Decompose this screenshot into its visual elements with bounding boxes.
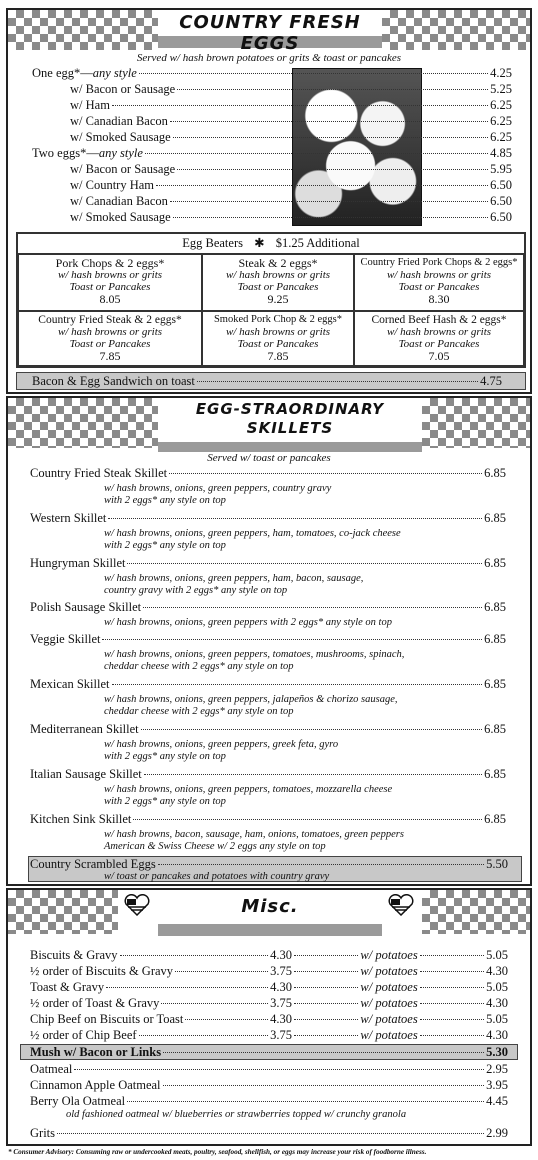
- title-underline-bar: [158, 924, 382, 936]
- misc-item: [30, 964, 292, 979]
- desc-line: American & Swiss Cheese w/ 2 eggs any style on top: [104, 841, 326, 852]
- desc-line: with 2 eggs* any style on top: [104, 796, 226, 807]
- combo-item: [18, 254, 202, 311]
- combo-side: Toast or Pancakes: [237, 281, 319, 293]
- combo-name: Steak & 2 eggs*: [238, 256, 318, 270]
- item-price: 4.30: [270, 1012, 292, 1026]
- flag-heart-icon: [388, 894, 414, 916]
- flag-heart-icon: [124, 894, 150, 916]
- combo-box: [16, 232, 526, 368]
- combo-side: w/ hash browns or grits: [225, 269, 331, 281]
- item-price: 4.85: [490, 146, 512, 160]
- checker-pattern-right: [382, 10, 532, 50]
- skillet-item: [30, 511, 506, 526]
- item-name: Western Skillet: [30, 511, 107, 525]
- desc-line: with 2 eggs* any style on top: [104, 495, 226, 506]
- misc-item-potatoes: [292, 996, 508, 1011]
- skillet-item: [30, 600, 506, 615]
- item-name: Italian Sausage Skillet: [30, 767, 142, 781]
- misc-item: [30, 1094, 508, 1109]
- skillet-item: [30, 812, 506, 827]
- skillet-item: [30, 556, 506, 571]
- item-name: Veggie Skillet: [30, 632, 101, 646]
- item-price: 4.30: [486, 964, 509, 978]
- combo-item: [354, 254, 524, 311]
- combo-name: Smoked Pork Chop & 2 eggs*: [213, 314, 343, 325]
- title-line-2: SKILLETS: [246, 419, 334, 437]
- skillet-desc: [104, 528, 401, 552]
- egg-beaters-note: $1.25 Additional: [275, 236, 360, 250]
- combo-name: Pork Chops & 2 eggs*: [55, 256, 165, 270]
- item-price: 4.30: [270, 948, 292, 962]
- item-name: Toast & Gravy: [30, 980, 105, 994]
- item-name: Two eggs*—: [32, 146, 99, 160]
- item-price: 5.05: [486, 980, 509, 994]
- desc-line: w/ hash browns, onions, green peppers, ham, bacon, sausage,: [104, 573, 364, 584]
- country-fresh-eggs-section: [6, 8, 532, 394]
- skillet-desc: [104, 573, 363, 597]
- combo-side: Toast or Pancakes: [69, 281, 151, 293]
- item-price: 6.85: [484, 466, 506, 480]
- section-title: COUNTRY FRESH EGGS: [179, 12, 361, 54]
- item-name: ½ order of Toast & Gravy: [30, 996, 160, 1010]
- skillet-desc: [104, 829, 404, 853]
- with-potatoes: w/ potatoes: [360, 996, 418, 1010]
- with-potatoes: w/ potatoes: [360, 980, 418, 994]
- item-price: 5.50: [486, 857, 508, 871]
- misc-item: [30, 1078, 508, 1093]
- combo-side: Toast or Pancakes: [237, 338, 319, 350]
- berry-ola-desc: old fashioned oatmeal w/ blueberries or strawberries topped w/ crunchy granola: [66, 1109, 407, 1120]
- item-name: Mediterranean Skillet: [30, 722, 139, 736]
- combo-item: [202, 254, 354, 311]
- item-price: 5.95: [490, 162, 512, 176]
- item-name: w/ Smoked Sausage: [70, 130, 171, 144]
- desc-line: w/ hash browns, onions, green peppers, tomatoes, mushrooms, spinach,: [104, 649, 405, 660]
- skillet-item: [30, 767, 506, 782]
- item-price: 4.45: [486, 1094, 508, 1108]
- item-name: Oatmeal: [30, 1062, 73, 1076]
- skillet-desc: [104, 694, 398, 718]
- item-name: Hungryman Skillet: [30, 556, 126, 570]
- combo-side: w/ hash browns or grits: [225, 326, 331, 338]
- checker-pattern-right: [422, 890, 532, 934]
- desc-line: w/ hash browns, onions, green peppers with 2 eggs* any style on top: [104, 617, 392, 628]
- item-price: 2.95: [486, 1062, 508, 1076]
- item-price: 6.85: [484, 722, 506, 736]
- desc-line: country gravy with 2 eggs* any style on top: [104, 585, 288, 596]
- item-price: 5.25: [490, 82, 512, 96]
- menu-item: [70, 114, 512, 129]
- item-price: 6.50: [490, 178, 512, 192]
- with-potatoes: w/ potatoes: [360, 948, 418, 962]
- item-name: Biscuits & Gravy: [30, 948, 118, 962]
- combo-side: w/ hash browns or grits: [386, 326, 492, 338]
- section-title: Misc.: [241, 896, 299, 917]
- menu-item: [32, 146, 512, 161]
- skillet-item: [30, 466, 506, 481]
- item-name: Mexican Skillet: [30, 677, 110, 691]
- desc-line: w/ hash browns, onions, green peppers, country gravy: [104, 483, 332, 494]
- item-price: 4.30: [270, 980, 292, 994]
- item-name: Cinnamon Apple Oatmeal: [30, 1078, 161, 1092]
- item-name: w/ Canadian Bacon: [70, 194, 168, 208]
- misc-item: [30, 980, 292, 995]
- combo-name: Corned Beef Hash & 2 eggs*: [371, 314, 507, 326]
- item-price: 6.25: [490, 98, 512, 112]
- combo-price: 7.85: [267, 349, 289, 363]
- combo-item: [18, 311, 202, 366]
- item-name: Kitchen Sink Skillet: [30, 812, 132, 826]
- item-style: any style: [98, 146, 143, 160]
- item-name: Chip Beef on Biscuits or Toast: [30, 1012, 184, 1026]
- mush-item: [30, 1045, 508, 1060]
- item-price: 6.85: [484, 812, 506, 826]
- desc-line: with 2 eggs* any style on top: [104, 751, 226, 762]
- item-name: Country Scrambled Eggs: [30, 857, 156, 871]
- item-price: 5.30: [486, 1045, 508, 1059]
- item-price: 4.75: [480, 374, 502, 388]
- egg-beaters-label: Egg Beaters: [182, 236, 243, 250]
- item-name: Polish Sausage Skillet: [30, 600, 142, 614]
- with-potatoes: w/ potatoes: [360, 964, 418, 978]
- item-name: w/ Bacon or Sausage: [70, 162, 176, 176]
- item-price: 6.85: [484, 511, 506, 525]
- item-name: ½ order of Chip Beef: [30, 1028, 137, 1042]
- misc-item: [30, 1062, 508, 1077]
- item-name: w/ Ham: [70, 98, 110, 112]
- combo-side: w/ hash browns or grits: [57, 269, 163, 281]
- title-underline-bar: [158, 442, 422, 452]
- item-price: 6.85: [484, 632, 506, 646]
- menu-item: [70, 98, 512, 113]
- misc-item: [30, 1126, 508, 1141]
- combo-side: Toast or Pancakes: [398, 281, 480, 293]
- item-price: 6.85: [484, 767, 506, 781]
- combo-price: 7.05: [428, 349, 450, 363]
- consumer-advisory: * Consumer Advisory: Consuming raw or undercooked meats, poultry, seafood, shellfish, or eggs may increase your risk of foodborne illness.: [8, 1148, 427, 1156]
- misc-item: [30, 948, 292, 963]
- item-price: 3.95: [486, 1078, 508, 1092]
- misc-item-potatoes: [292, 1012, 508, 1027]
- skillet-item: [30, 722, 506, 737]
- desc-line: w/ hash browns, onions, green peppers, tomatoes, mozzarella cheese: [104, 784, 393, 795]
- scrambled-desc: w/ toast or pancakes and potatoes with country gravy: [104, 871, 330, 882]
- item-price: 5.05: [486, 948, 509, 962]
- item-price: 3.75: [270, 964, 292, 978]
- title-line-1: EGG-STRAORDINARY: [195, 400, 385, 418]
- item-name: Country Fried Steak Skillet: [30, 466, 168, 480]
- item-name: Mush w/ Bacon or Links: [30, 1045, 162, 1059]
- menu-item: [70, 82, 512, 97]
- combo-side: Toast or Pancakes: [398, 338, 480, 350]
- menu-item: [70, 162, 512, 177]
- skillet-item: [30, 677, 506, 692]
- item-price: 6.85: [484, 556, 506, 570]
- checker-pattern-left: [8, 890, 118, 934]
- item-price: 5.05: [486, 1012, 509, 1026]
- desc-line: w/ hash browns, onions, green peppers, jalapeños & chorizo sausage,: [104, 694, 398, 705]
- combo-item: [354, 311, 524, 366]
- skillet-desc: [104, 649, 404, 673]
- desc-line: with 2 eggs* any style on top: [104, 540, 226, 551]
- item-price: 4.30: [486, 996, 509, 1010]
- checker-pattern-right: [422, 398, 532, 448]
- combo-price: 9.25: [267, 292, 289, 306]
- desc-line: cheddar cheese with 2 eggs* any style on top: [104, 706, 294, 717]
- item-style: any style: [92, 66, 137, 80]
- combo-price: 7.85: [99, 349, 121, 363]
- misc-item-potatoes: [292, 964, 508, 979]
- item-name: Berry Ola Oatmeal: [30, 1094, 126, 1108]
- item-price: 6.25: [490, 114, 512, 128]
- menu-item: [70, 178, 512, 193]
- combo-price: 8.30: [428, 292, 450, 306]
- combo-side: w/ hash browns or grits: [57, 326, 163, 338]
- combo-side: w/ hash browns or grits: [386, 269, 492, 281]
- with-potatoes: w/ potatoes: [360, 1028, 418, 1042]
- skillet-desc: [104, 617, 392, 629]
- desc-line: w/ hash browns, onions, green peppers, ham, tomatoes, co-jack cheese: [104, 528, 401, 539]
- menu-item: [70, 194, 512, 209]
- item-name: Grits: [30, 1126, 55, 1140]
- combo-name: Country Fried Steak & 2 eggs*: [38, 314, 182, 326]
- menu-item: [32, 66, 512, 81]
- menu-item: [70, 210, 512, 225]
- item-name: w/ Country Ham: [70, 178, 155, 192]
- menu-item: [70, 130, 512, 145]
- skillet-desc: [104, 739, 338, 763]
- sandwich-item: [32, 374, 502, 389]
- skillet-desc: [104, 784, 392, 808]
- section-subtitle: Served w/ hash brown potatoes or grits & toast or pancakes: [136, 52, 402, 64]
- item-price: 3.75: [270, 996, 292, 1010]
- misc-item-potatoes: [292, 1028, 508, 1043]
- item-price: 3.75: [270, 1028, 292, 1042]
- section-title: [158, 400, 422, 438]
- desc-line: w/ hash browns, bacon, sausage, ham, onions, tomatoes, green peppers: [104, 829, 404, 840]
- item-price: 4.30: [486, 1028, 509, 1042]
- item-name: ½ order of Biscuits & Gravy: [30, 964, 174, 978]
- checker-pattern-left: [8, 398, 158, 448]
- desc-line: w/ hash browns, onions, green peppers, greek feta, gyro: [104, 739, 339, 750]
- item-price: 6.50: [490, 194, 512, 208]
- section-subtitle: Served w/ toast or pancakes: [207, 452, 331, 464]
- asterisk-icon: ✱: [254, 236, 265, 250]
- checker-pattern-left: [8, 10, 158, 50]
- item-price: 6.85: [484, 677, 506, 691]
- misc-item: [30, 1028, 292, 1043]
- misc-item-potatoes: [292, 980, 508, 995]
- misc-item-potatoes: [292, 948, 508, 963]
- item-price: 6.25: [490, 130, 512, 144]
- combo-name: Country Fried Pork Chops & 2 eggs*: [360, 257, 518, 268]
- item-name: One egg*—: [32, 66, 93, 80]
- skillets-section: [6, 396, 532, 886]
- item-name: Bacon & Egg Sandwich on toast: [32, 374, 195, 388]
- item-price: 4.25: [490, 66, 512, 80]
- item-name: w/ Smoked Sausage: [70, 210, 171, 224]
- item-price: 2.99: [486, 1126, 508, 1140]
- egg-beaters-row: [18, 234, 524, 254]
- skillet-item: [30, 632, 506, 647]
- item-name: w/ Bacon or Sausage: [70, 82, 176, 96]
- combo-side: Toast or Pancakes: [69, 338, 151, 350]
- desc-line: cheddar cheese with 2 eggs* any style on top: [104, 661, 294, 672]
- with-potatoes: w/ potatoes: [360, 1012, 418, 1026]
- item-name: w/ Canadian Bacon: [70, 114, 168, 128]
- item-price: 6.85: [484, 600, 506, 614]
- item-price: 6.50: [490, 210, 512, 224]
- misc-item: [30, 996, 292, 1011]
- scrambled-item: [30, 857, 508, 872]
- combo-price: 8.05: [99, 292, 121, 306]
- skillet-desc: [104, 483, 331, 507]
- combo-item: [202, 311, 354, 366]
- misc-section: [6, 888, 532, 1146]
- misc-item: [30, 1012, 292, 1027]
